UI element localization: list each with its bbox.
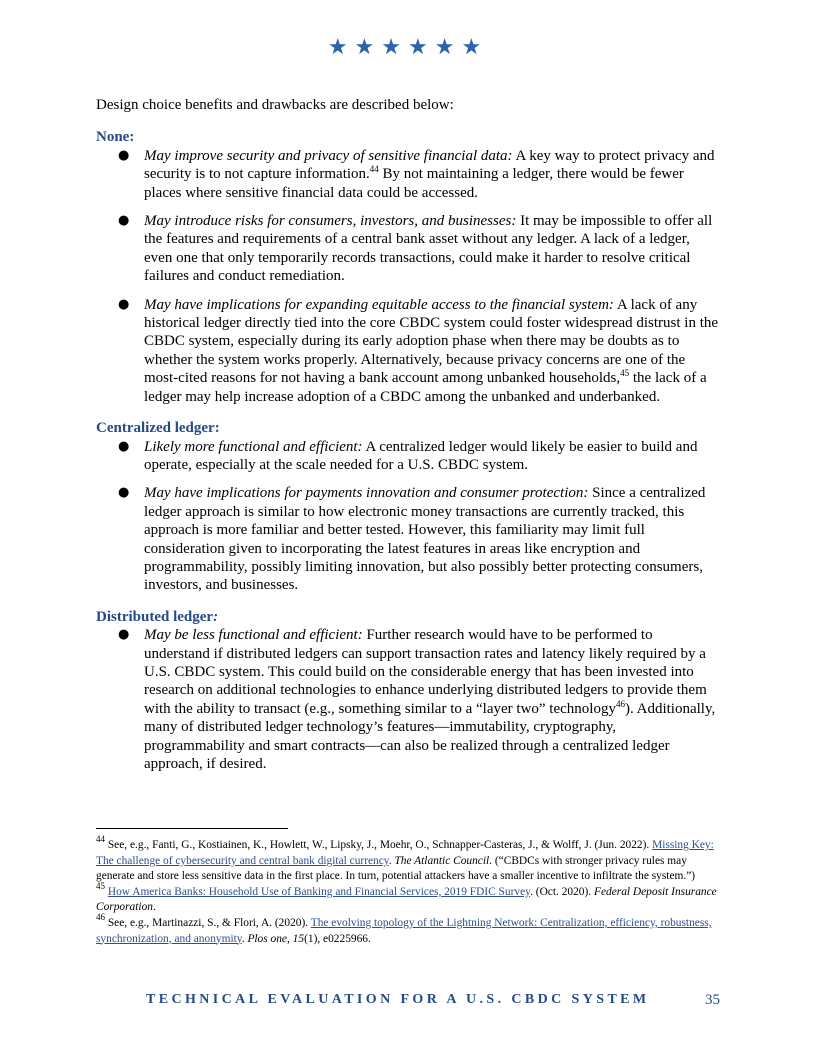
list-item [96, 212, 720, 286]
footnote-text: (1), e0225966. [304, 932, 371, 945]
footnote-link[interactable]: How America Banks: Household Use of Banking and Financial Services, 2019 FDIC Survey [107, 885, 531, 898]
footnote-text: . [152, 901, 156, 914]
bullet-icon: ● [118, 485, 130, 501]
list-item [96, 438, 720, 475]
page-number: 35 [705, 992, 720, 1008]
footnote-source: The Atlantic Council [394, 854, 490, 867]
bullet-list-none [96, 147, 720, 406]
footnote-text: See, e.g., Martinazzi, S., & Flori, A. (2020). [105, 916, 311, 929]
footnote-number: 45 [96, 880, 105, 891]
section-heading-none: None: [96, 129, 135, 146]
intro-paragraph: Design choice benefits and drawbacks are described below: [96, 97, 454, 113]
bullet-icon: ● [118, 296, 130, 312]
footnote-text: . (Oct. 2020). [530, 885, 594, 898]
bullet-lead-in: May improve security and privacy of sensitive financial data: [144, 147, 513, 164]
bullet-lead-in: May have implications for expanding equitable access to the financial system: [144, 296, 614, 313]
footnote-45 [96, 880, 720, 916]
footnote-text: . [241, 932, 248, 945]
bullet-icon: ● [118, 213, 130, 229]
list-item [96, 147, 720, 202]
footnote-ref-45[interactable]: 45 [620, 368, 630, 379]
star-ornament: ★★★★★★ [327, 35, 489, 60]
main-content [96, 96, 720, 786]
bullet-text: Since a centralized ledger approach is similar to how electronic money transactions are currently tracked, this approach is more familiar and better tested. However, this familiarity may limit full consideration given to incorporating the latest features in areas like encryption and programmability, possibly limiting innovation, but also possibly better protecting consumers, investors, and businesses. [144, 485, 706, 594]
footnote-divider [96, 828, 288, 829]
bullet-icon: ● [118, 627, 130, 643]
bullet-list-centralized-ledger [96, 438, 720, 595]
bullet-text: A key way to protect privacy and security is to not capture information. [144, 147, 715, 183]
bullet-text: A lack of any historical ledger directly tied into the core CBDC system could foster widespread distrust in the CBDC system, especially during its early adoption phase when there may be doubts as to whether the system works properly. Alternatively, because privacy concerns are one of the most-cited reasons for not having a bank account among unbanked households, [144, 296, 719, 387]
bullet-text: the lack of a ledger may help increase adoption of a CBDC among the unbanked and underbanked. [144, 370, 707, 405]
bullet-icon: ● [118, 438, 130, 454]
bullet-text: Further research would have to be performed to understand if distributed ledgers can support transaction rates and latency likely required by a U.S. CBDC system. This could build on the considerable energy that has been invested into research on additional technologies to enhance underlying distributed ledgers to provide them with the ability to transact (e.g., something similar to a “layer two” technology [144, 627, 707, 717]
footnote-44 [96, 834, 720, 885]
section-heading-centralized-ledger: Centralized ledger: [96, 420, 220, 437]
bullet-text: ). Additionally, many of distributed ledger technology’s features—immutability, cryptography, programmability and smart contracts—can also be realized through a centralized ledger approach, if desired. [144, 700, 716, 772]
footnote-text: . [388, 854, 395, 867]
bullet-text: By not maintaining a ledger, there would be fewer places where sensitive financial data could be accessed. [144, 166, 684, 201]
footnote-link[interactable]: The evolving topology of the Lightning Network: Centralization, efficiency, robustness, synchronization, and anonymity [96, 916, 712, 945]
list-item [96, 484, 720, 594]
bullet-lead-in: May introduce risks for consumers, investors, and businesses: [144, 213, 517, 230]
footnote-link[interactable]: Missing Key: The challenge of cybersecurity and central bank digital currency [96, 839, 714, 867]
footnote-source: Plos one, 15 [247, 932, 305, 945]
footnote-number: 44 [96, 834, 105, 844]
section-heading-colon: : [213, 608, 219, 625]
footnote-number: 46 [96, 911, 105, 922]
bullet-lead-in: May have implications for payments innovation and consumer protection: [144, 485, 589, 502]
footnote-text: See, e.g., Fanti, G., Kostiainen, K., Howlett, W., Lipsky, J., Moehr, O., Schnapper-Casteras, J., & Wolff, J. (Jun. 2022). [105, 839, 653, 851]
list-item [96, 296, 720, 406]
bullet-lead-in: May be less functional and efficient: [144, 627, 363, 644]
list-item [96, 626, 720, 773]
section-heading-text: Distributed ledger [96, 608, 214, 625]
footnote-46 [96, 911, 720, 947]
bullet-list-distributed-ledger [96, 626, 720, 773]
bullet-text: A centralized ledger would likely be easier to build and operate, especially at the scale needed for a U.S. CBDC system. [144, 438, 698, 473]
bullet-icon: ● [118, 147, 130, 163]
footnote-ref-46[interactable]: 46 [615, 698, 625, 709]
footnote-ref-44[interactable]: 44 [369, 164, 379, 175]
page-footer [96, 990, 720, 1010]
section-heading-distributed-ledger [96, 608, 720, 626]
footnote-source: Federal Deposit Insurance Corporation [96, 885, 717, 914]
bullet-lead-in: Likely more functional and efficient: [144, 438, 363, 455]
footer-title: TECHNICAL EVALUATION FOR A U.S. CBDC SYSTEM [146, 992, 650, 1007]
footnotes [96, 834, 720, 947]
footnote-text: . (“CBDCs with stronger privacy rules may generate and store less sensitive data in the first place. In turn, potential attackers have a smaller incentive to infiltrate the system.”) [96, 854, 696, 883]
bullet-text: It may be impossible to offer all the features and requirements of a central bank asset without any ledger. A lack of a ledger, even one that only temporarily records transactions, could make it harder to resolve critical failures and conduct remediation. [144, 213, 713, 285]
